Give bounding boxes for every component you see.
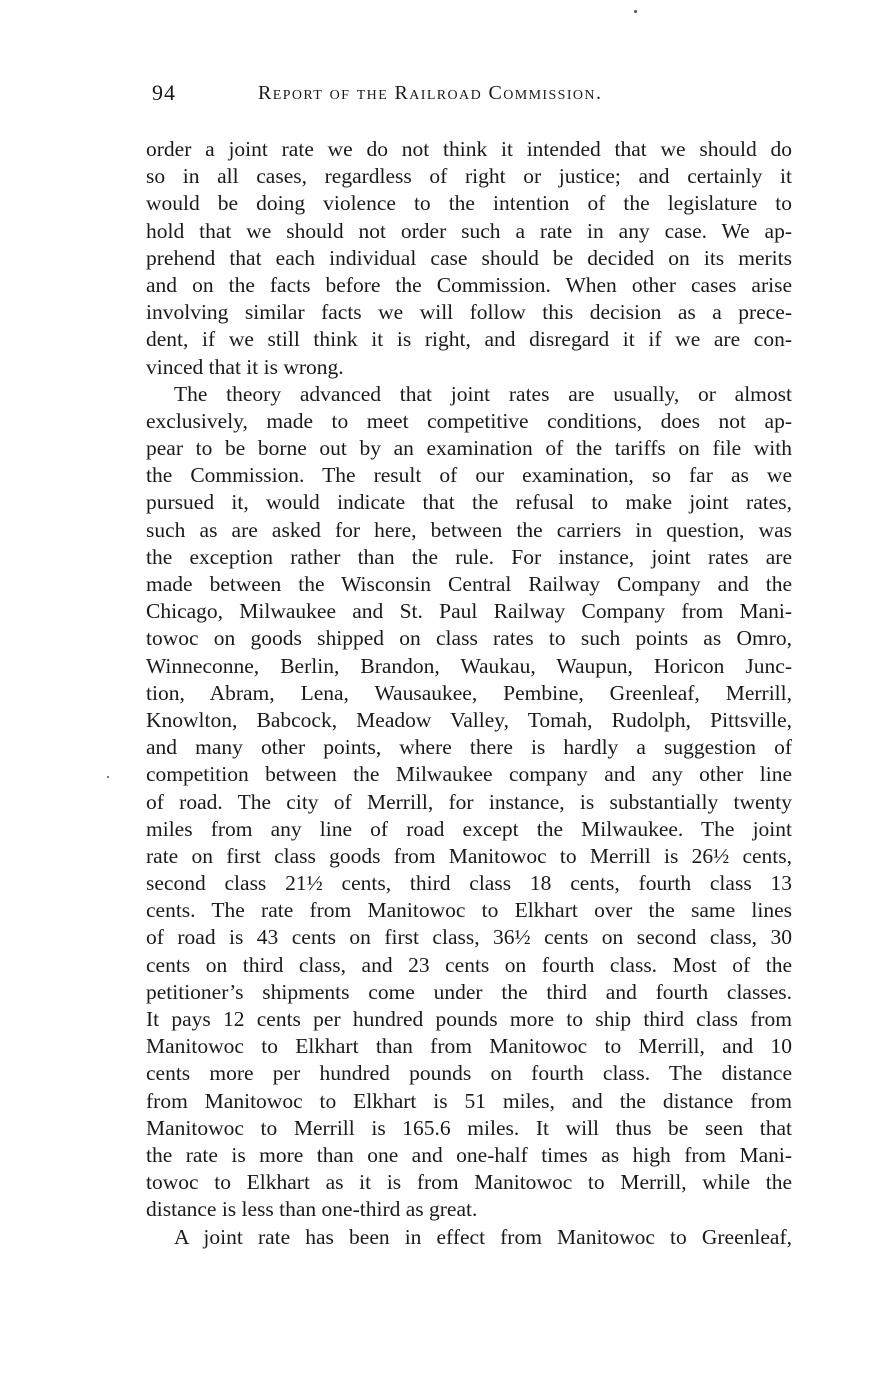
paragraph [146, 1224, 792, 1251]
text-line: such as are asked for here, between the carriers in question, was [146, 517, 792, 542]
text-line: distance is less than one-third as great. [146, 1197, 478, 1222]
page-number: 94 [152, 80, 176, 105]
text-line: would be doing violence to the intention of the legislature to [146, 191, 792, 216]
text-line: of road. The city of Merrill, for instance, is substantially twenty [146, 789, 792, 814]
text-line: and many other points, where there is hardly a suggestion of [146, 735, 792, 760]
text-line: towoc on goods shipped on class rates to such points as Omro, [146, 626, 792, 651]
text-line: exclusively, made to meet competitive conditions, does not ap- [146, 408, 792, 433]
body-text [146, 136, 792, 1251]
text-line: The theory advanced that joint rates are usually, or almost [174, 381, 792, 406]
text-line: made between the Wisconsin Central Railway Company and the [146, 572, 792, 596]
text-line: cents on third class, and 23 cents on fourth class. Most of the [146, 952, 792, 977]
text-line: competition between the Milwaukee company and any other line [146, 762, 792, 787]
text-line: involving similar facts we will follow this decision as a prece- [146, 300, 792, 325]
text-line: Manitowoc to Elkhart than from Manitowoc to Merrill, and 10 [146, 1034, 792, 1059]
paragraph [146, 136, 792, 381]
page-header [150, 80, 790, 114]
text-line: pursued it, would indicate that the refusal to make joint rates, [146, 490, 792, 515]
text-line: and on the facts before the Commission. When other cases arise [146, 272, 792, 297]
text-line: pear to be borne out by an examination of the tariffs on file with [146, 436, 792, 461]
scan-speck [107, 776, 109, 778]
text-line: petitioner’s shipments come under the third and fourth classes. [146, 979, 792, 1004]
text-line: It pays 12 cents per hundred pounds more to ship third class from [146, 1007, 792, 1031]
text-line: prehend that each individual case should be decided on its merits [146, 245, 792, 270]
scan-speck [634, 10, 637, 13]
text-line: miles from any line of road except the Milwaukee. The joint [146, 816, 792, 841]
text-line: Chicago, Milwaukee and St. Paul Railway Company from Mani- [146, 599, 792, 624]
text-line: so in all cases, regardless of right or justice; and certainly it [146, 164, 792, 189]
text-line: towoc to Elkhart as it is from Manitowoc to Merrill, while the [146, 1170, 792, 1195]
text-line: order a joint rate we do not think it intended that we should do [146, 137, 792, 161]
text-line: tion, Abram, Lena, Wausaukee, Pembine, Greenleaf, Merrill, [146, 680, 792, 705]
text-line: the Commission. The result of our examination, so far as we [146, 463, 792, 488]
text-line: vinced that it is wrong. [146, 354, 344, 379]
text-line: rate on first class goods from Manitowoc to Merrill is 26½ cents, [146, 843, 792, 868]
paragraph [146, 381, 792, 1224]
text-line: cents. The rate from Manitowoc to Elkhart over the same lines [146, 898, 792, 923]
text-line: from Manitowoc to Elkhart is 51 miles, and the distance from [146, 1088, 792, 1113]
text-line: the rate is more than one and one-half times as high from Mani- [146, 1142, 792, 1167]
text-line: dent, if we still think it is right, and disregard it if we are con- [146, 327, 792, 352]
text-line: Knowlton, Babcock, Meadow Valley, Tomah, Rudolph, Pittsville, [146, 707, 792, 732]
text-line: the exception rather than the rule. For instance, joint rates are [146, 544, 792, 569]
text-line: second class 21½ cents, third class 18 cents, fourth class 13 [146, 871, 792, 896]
text-line: A joint rate has been in effect from Manitowoc to Greenleaf, [174, 1224, 792, 1249]
text-line: Winneconne, Berlin, Brandon, Waukau, Waupun, Horicon Junc- [146, 653, 792, 678]
text-line: of road is 43 cents on first class, 36½ cents on second class, 30 [146, 925, 792, 950]
running-title: Report of the Railroad Commission. [258, 82, 603, 104]
text-line: Manitowoc to Merrill is 165.6 miles. It will thus be seen that [146, 1115, 792, 1140]
text-line: hold that we should not order such a rate in any case. We ap- [146, 218, 792, 243]
text-line: cents more per hundred pounds on fourth class. The distance [146, 1061, 792, 1086]
